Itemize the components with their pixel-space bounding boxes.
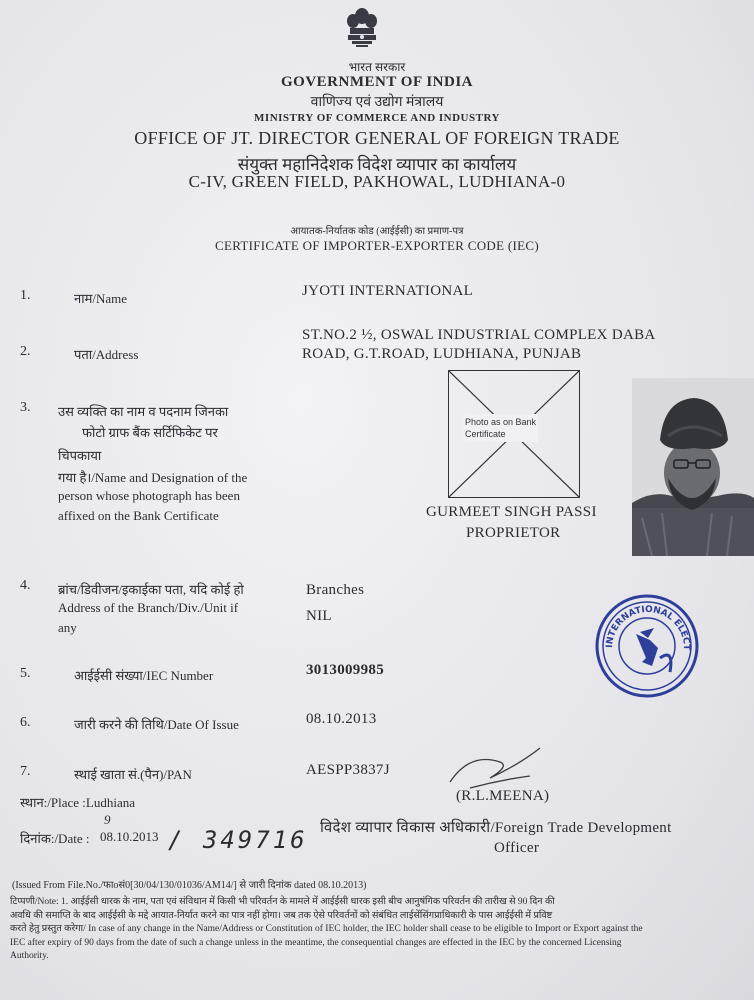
row-2-label: पता/Address	[74, 347, 139, 362]
footnote	[10, 896, 746, 964]
row-7-number: 7.	[20, 764, 31, 779]
row-7-label: स्थाई खाता सं.(पैन)/PAN	[74, 767, 192, 782]
signatory-title-line2: Officer	[494, 840, 540, 856]
name-value: JYOTI INTERNATIONAL	[302, 283, 474, 299]
person-name: GURMEET SINGH PASSI	[426, 504, 597, 520]
issued-file-note: (Issued From File.No./फाoसं0[30/04/130/01036/AM14/] से जारी दिनांक dated 08.10.2013)	[12, 880, 367, 891]
row-6-label: जारी करने की तिथि/Date Of Issue	[74, 717, 239, 732]
date-of-issue-value: 08.10.2013	[306, 711, 377, 727]
proprietor-photo	[632, 378, 754, 556]
header-office-hindi: संयुक्त महानिदेशक विदेश व्यापार का कार्यालय	[237, 155, 517, 174]
header-ministry: MINISTRY OF COMMERCE AND INDUSTRY	[254, 112, 500, 124]
footnote-line3: करते हेतु प्रस्तुत करेगा/ In case of any change in the Name/Address or Constitution of IEC holder, the IEC holder shall cease to be eligible to Import or Export against the	[10, 924, 643, 934]
row-4-label-line3: any	[58, 620, 77, 635]
row-3-number: 3.	[20, 400, 31, 415]
certificate-title-hindi: आयातक-निर्यातक कोड (आईईसी) का प्रमाण-पत्र	[290, 226, 464, 237]
header-ministry-hindi: वाणिज्य एवं उद्योग मंत्रालय	[310, 95, 444, 110]
company-stamp	[592, 588, 702, 700]
header-government: GOVERNMENT OF INDIA	[280, 74, 473, 90]
row-3-label-line2: फोटो ग्राफ बैंक सर्टिफिकेट पर	[82, 425, 218, 440]
address-value-line1: ST.NO.2 ½, OSWAL INDUSTRIAL COMPLEX DABA	[302, 327, 656, 343]
national-emblem-icon	[342, 6, 382, 56]
photo-placeholder-line2: Certificate	[465, 429, 506, 439]
iec-number-value: 3013009985	[306, 662, 384, 678]
footnote-line2: अवधि की समाप्ति के बाद आईईसी के मद्दे आयात-निर्यात करने का पात्र नहीं होगा। जब तक ऐसे परिवर्तनों को संबंधित लाईसेंसिंगप्राधिकारी के पास आईईसी में प्रविष्ट	[10, 910, 553, 921]
header-bharat-sarkar: भारत सरकार	[348, 60, 406, 74]
row-3-label-line6: affixed on the Bank Certificate	[58, 508, 219, 523]
row-3-label-line3: चिपकाया	[58, 448, 102, 463]
row-3-label-line5: person whose photograph has been	[58, 488, 240, 503]
row-4-label-line1: ब्रांच/डिवीजन/इकाईका पता, यदि कोई हो	[58, 582, 244, 597]
row-2-number: 2.	[20, 344, 31, 359]
date-value: 08.10.2013	[100, 829, 159, 844]
row-5-label: आईईसी संख्या/IEC Number	[74, 668, 214, 683]
pan-value: AESPP3837J	[306, 762, 390, 778]
person-designation: PROPRIETOR	[466, 525, 561, 541]
row-3-label-line4: गया है।/Name and Designation of the	[58, 470, 248, 485]
row-1-label: नाम/Name	[74, 291, 128, 306]
stamp-text: INTERNATIONAL ELECT	[604, 604, 692, 651]
row-4-number: 4.	[20, 578, 31, 593]
handwritten-number: / 349716	[168, 826, 308, 854]
photo-placeholder-text	[463, 414, 538, 442]
photo-placeholder-line1: Photo as on Bank	[465, 417, 537, 427]
place: स्थान:/Place :Ludhiana	[20, 795, 136, 810]
date-label: दिनांक:/Date :	[20, 831, 90, 846]
footnote-line4: IEC after expiry of 90 days from the date of such a change unless in the meantime, the consequential changes are effected in the IEC by the concerned Licensing	[10, 937, 622, 948]
footnote-line1: टिप्पणी/Note: 1. आईईसी धारक के नाम, पता एवं संविधान में किसी भी परिवर्तन के मामले में आईईसी धारक इसी बीच आनुषंगिक परिवर्तन की तारीख से 90 दिन की	[10, 897, 555, 907]
header-address: C-IV, GREEN FIELD, PAKHOWAL, LUDHIANA-0	[188, 172, 566, 191]
header-office: OFFICE OF JT. DIRECTOR GENERAL OF FOREIGN TRADE	[134, 128, 620, 148]
row-5-number: 5.	[20, 666, 31, 681]
photo-placeholder-box	[448, 370, 580, 498]
row-1-number: 1.	[20, 288, 31, 303]
branches-value: NIL	[306, 608, 332, 624]
signatory-title-line1: विदेश व्यापार विकास अधिकारी/Foreign Trade Development	[320, 820, 672, 836]
row-6-number: 6.	[20, 715, 31, 730]
row-3-label-line1: उस व्यक्ति का नाम व पदनाम जिनका	[58, 404, 229, 419]
branches-label: Branches	[306, 582, 365, 598]
row-4-label-line2: Address of the Branch/Div./Unit if	[58, 600, 239, 615]
date-handwritten-correction: 9	[104, 812, 111, 827]
address-value-line2: ROAD, G.T.ROAD, LUDHIANA, PUNJAB	[302, 346, 582, 362]
signatory-name: (R.L.MEENA)	[456, 788, 550, 804]
certificate-title: CERTIFICATE OF IMPORTER-EXPORTER CODE (IEC)	[214, 238, 539, 253]
footnote-line5: Authority.	[10, 951, 49, 961]
